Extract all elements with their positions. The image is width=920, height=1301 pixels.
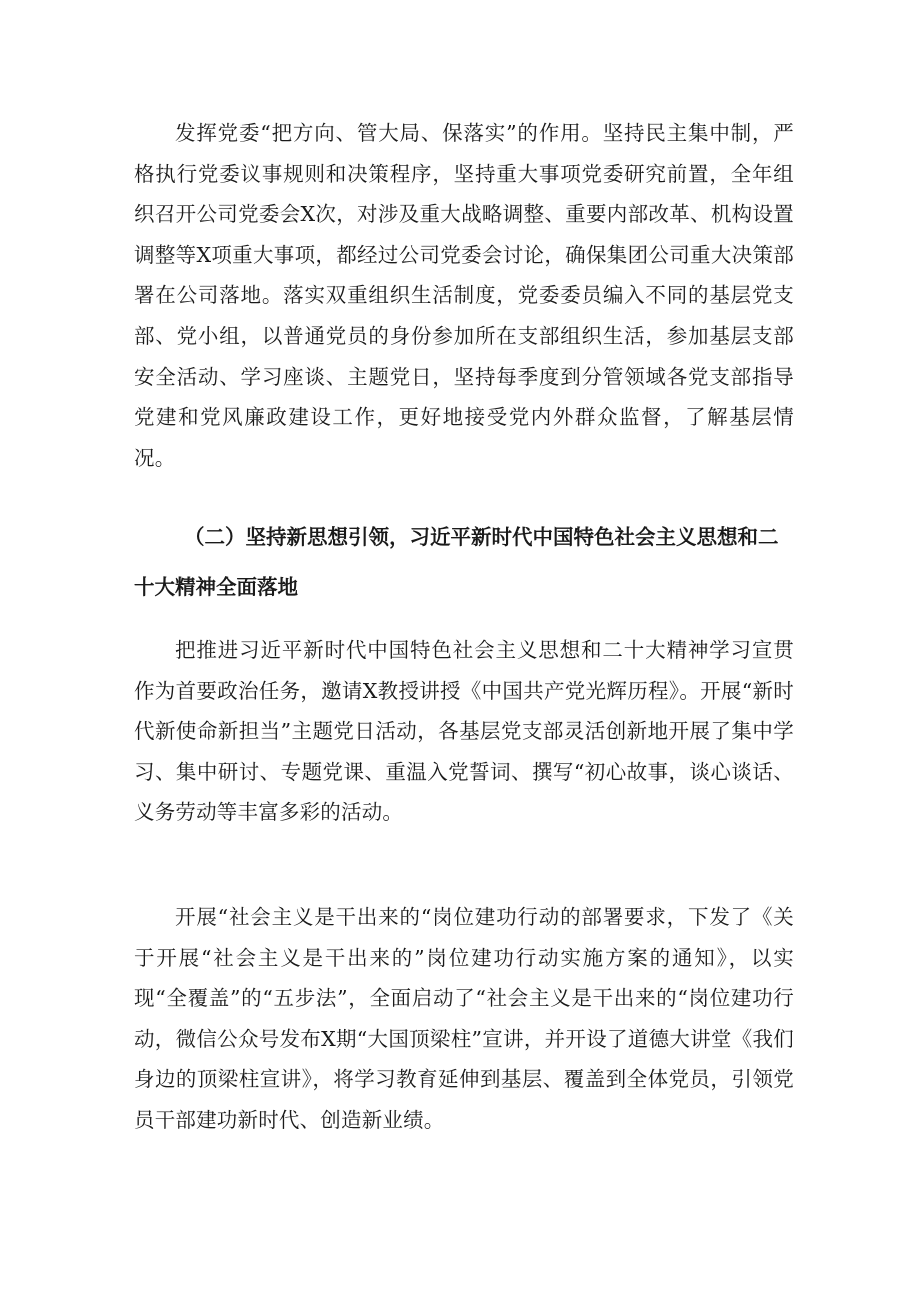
section-heading-2: （二）坚持新思想引领，习近平新时代中国特色社会主义思想和二十大精神全面落地 — [134, 525, 779, 599]
paragraph-study-campaign: 把推进习近平新时代中国特色社会主义思想和二十大精神学习宣贯作为首要政治任务，邀请X教授讲授《中国共产党光辉历程》。开展“新时代新使命新担当”主题党日活动，各基层党支部灵活创新地开展了集中学习、集中研讨、专题党课、重温入党誓词、撰写“初心故事，谈心谈话、义务劳动等丰富多彩的活动。 — [134, 638, 794, 825]
paragraph-post-contribution-action: 开展“社会主义是干出来的“岗位建功行动的部署要求，下发了《关于开展“社会主义是干出来的”岗位建功行动实施方案的通知》，以实现“全覆盖”的“五步法”，全面启动了“社会主义是干出来的“岗位建功行动，微信公众号发布X期“大国顶梁柱”宣讲，并开设了道德大讲堂《我们身边的顶梁柱宣讲》，将学习教育延伸到基层、覆盖到全体党员，引领党员干部建功新时代、创造新业绩。 — [134, 905, 794, 1132]
paragraph-party-committee-role: 发挥党委“把方向、管大局、保落实”的作用。坚持民主集中制，严格执行党委议事规则和决策程序，坚持重大事项党委研究前置，全年组织召开公司党委会X次，对涉及重大战略调整、重要内部改革、机构设置调整等X项重大事项，都经过公司党委会讨论，确保集团公司重大决策部署在公司落地。落实双重组织生活制度，党委委员编入不同的基层党支部、党小组，以普通党员的身份参加所在支部组织生活，参加基层支部安全活动、学习座谈、主题党日，坚持每季度到分管领域各党支部指导党建和党风廉政建设工作，更好地接受党内外群众监督，了解基层情况。 — [134, 121, 794, 470]
